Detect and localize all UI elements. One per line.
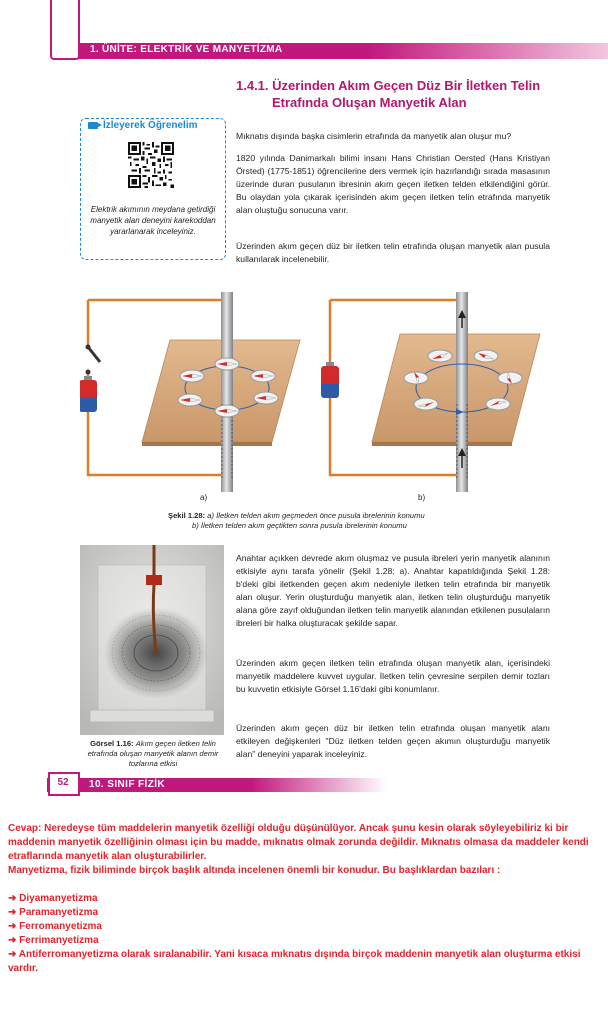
page-number: 52 xyxy=(57,777,69,788)
battery-b xyxy=(321,362,339,398)
compass-a-4 xyxy=(178,394,202,406)
video-camera-icon xyxy=(88,122,98,129)
photo-caption xyxy=(82,739,224,769)
paragraph-question: Mıknatıs dışında başka cisimlerin etrafında da manyetik alan oluşur mu? xyxy=(236,131,512,141)
open-switch xyxy=(86,345,101,375)
qr-code[interactable] xyxy=(128,142,174,188)
compass-a-6 xyxy=(215,405,239,417)
conductor-rod-a xyxy=(221,292,233,492)
battery-a xyxy=(80,376,97,412)
answer-line1: Cevap: Neredeyse tüm maddelerin manyetik özelliği olduğu düşünülüyor. Ancak şunu kesin olarak söyleyebiliriz ki bir maddenin manyetik özelliğinin olması için bu madde, mıknatıs olmak zorunda değildir. Mıknatıs olmasa da maddeler kendi etraflarında manyetik alan oluşturabilirler. xyxy=(8,823,589,862)
compass-b-2 xyxy=(474,350,498,362)
paragraph-compass: Üzerinden akım geçen düz bir iletken telin etrafında oluşan manyetik alan pusula kullanılarak incelenebilir. xyxy=(236,241,550,264)
answer-item: ➜ Paramanyetizma xyxy=(8,907,99,918)
unit-tab-marker xyxy=(50,0,80,60)
compass-a-1 xyxy=(215,358,239,370)
footer-book-title: 10. SINIF FİZİK xyxy=(89,779,166,790)
watch-learn-heading-text: İzleyerek Öğrenelim xyxy=(103,120,198,131)
compass-a-2 xyxy=(180,370,204,382)
figure-a xyxy=(80,292,300,492)
compass-b-6 xyxy=(486,398,510,410)
caption-label: Şekil 1.28: xyxy=(168,511,206,520)
paragraph-iron-filings: Üzerinden akım geçen iletken telin etrafında oluşan manyetik alan, içerisindeki manyetik maddelere kuvvet uygular. İletken telin çevresine serpilen demir tozları bu kuvvetin etkisiyle Görsel 1.16'daki gibi konumlanır. xyxy=(236,658,550,694)
figure-1-28-caption xyxy=(168,511,498,531)
compass-b-1 xyxy=(428,350,452,362)
compass-a-3 xyxy=(251,370,275,382)
figure-label-b: b) xyxy=(418,493,426,502)
answer-item: ➜ Ferrimanyetizma xyxy=(8,935,99,946)
answer-item: ➜ Diyamanyetizma xyxy=(8,893,98,904)
section-title-line1: 1.4.1. Üzerinden Akım Geçen Düz Bir İletken Telin xyxy=(236,78,541,93)
photo-caption-text: Akım geçen iletken telin etrafında oluşan manyetik alanın demir tozlarına etkisi xyxy=(87,739,219,768)
compass-b-5 xyxy=(414,398,438,410)
caption-line2: b) İletken telden akım geçtikten sonra pusula ibrelerinin konumu xyxy=(192,521,407,530)
paragraph-experiment: Üzerinden akım geçen düz bir iletken telin etrafında oluşan manyetik alanı etkileyen değişkenleri "Düz iletken telden geçen akımın oluşturduğu manyetik alan" deneyini yaparak inceleyiniz. xyxy=(236,723,550,759)
caption-line1: a) İletken telden akım geçmeden önce pusula ibrelerinin konumu xyxy=(207,511,425,520)
compass-a-5 xyxy=(254,392,278,404)
watch-learn-text: Elektrik akımının meydana getirdiği manyetik alan deneyini karekoddan yararlanarak inceleyiniz. xyxy=(90,205,216,236)
compass-b-3 xyxy=(404,372,428,384)
watch-learn-box xyxy=(80,118,226,260)
section-title-line2: Etrafında Oluşan Manyetik Alan xyxy=(272,95,467,110)
iron-filings-photo xyxy=(80,545,224,735)
answer-item: ➜ Antiferromanyetizma olarak sıralanabilir. Yani kısaca mıknatıs dışında birçok maddenin manyetik alan oluşturma etkisi vardır. xyxy=(8,949,581,974)
answer-item: ➜ Ferromanyetizma xyxy=(8,921,102,932)
paragraph-switch: Anahtar açıkken devrede akım oluşmaz ve pusula ibreleri yerin manyetik alanının etkisiyle aynı tarafa yönelir (Şekil 1.28: a). Anahtar kapatıldığında Şekil 1.28: b'deki gibi iletkenden geçen akım nedeniyle iletken telin etrafında bir manyetik alan oluşur. Yerin oluşturduğu manyetik alan, iletken telin oluşturduğu manyetik alana göre zayıf olduğundan iletken telin manyetik alanından etkilenen pusulaların ibreleri bir halka oluşturacak şekilde sapar. xyxy=(236,553,550,628)
compass-b-4 xyxy=(498,372,522,384)
answer-block xyxy=(8,822,602,976)
photo-caption-label: Görsel 1.16: xyxy=(90,739,134,748)
paragraph-oersted: 1820 yılında Danimarkalı bilimi insanı Hans Christian Oersted (Hans Kristiyan Örsted) (1775-1851) öğrencilerine ders vermek için hazırlandığı sırada masasının üzerinde duran pusulanın ibresinin akım geçen iletken telden etkilendiğini görür. Bu olaydan yola çıkarak içerisinden akım geçen iletken telin etrafında manyetik alan oluştuğu sonucuna varır. xyxy=(236,153,550,215)
answer-line2: Manyetizma, fizik biliminde birçok başlık altında incelenen önemli bir konudur. Bu başlıklardan bazıları : xyxy=(8,865,501,876)
figure-1-28 xyxy=(80,292,550,502)
unit-title: 1. ÜNİTE: ELEKTRİK VE MANYETİZMA xyxy=(90,44,283,55)
figure-label-a: a) xyxy=(200,493,208,502)
watch-learn-heading xyxy=(88,120,198,131)
figure-b xyxy=(321,292,540,492)
